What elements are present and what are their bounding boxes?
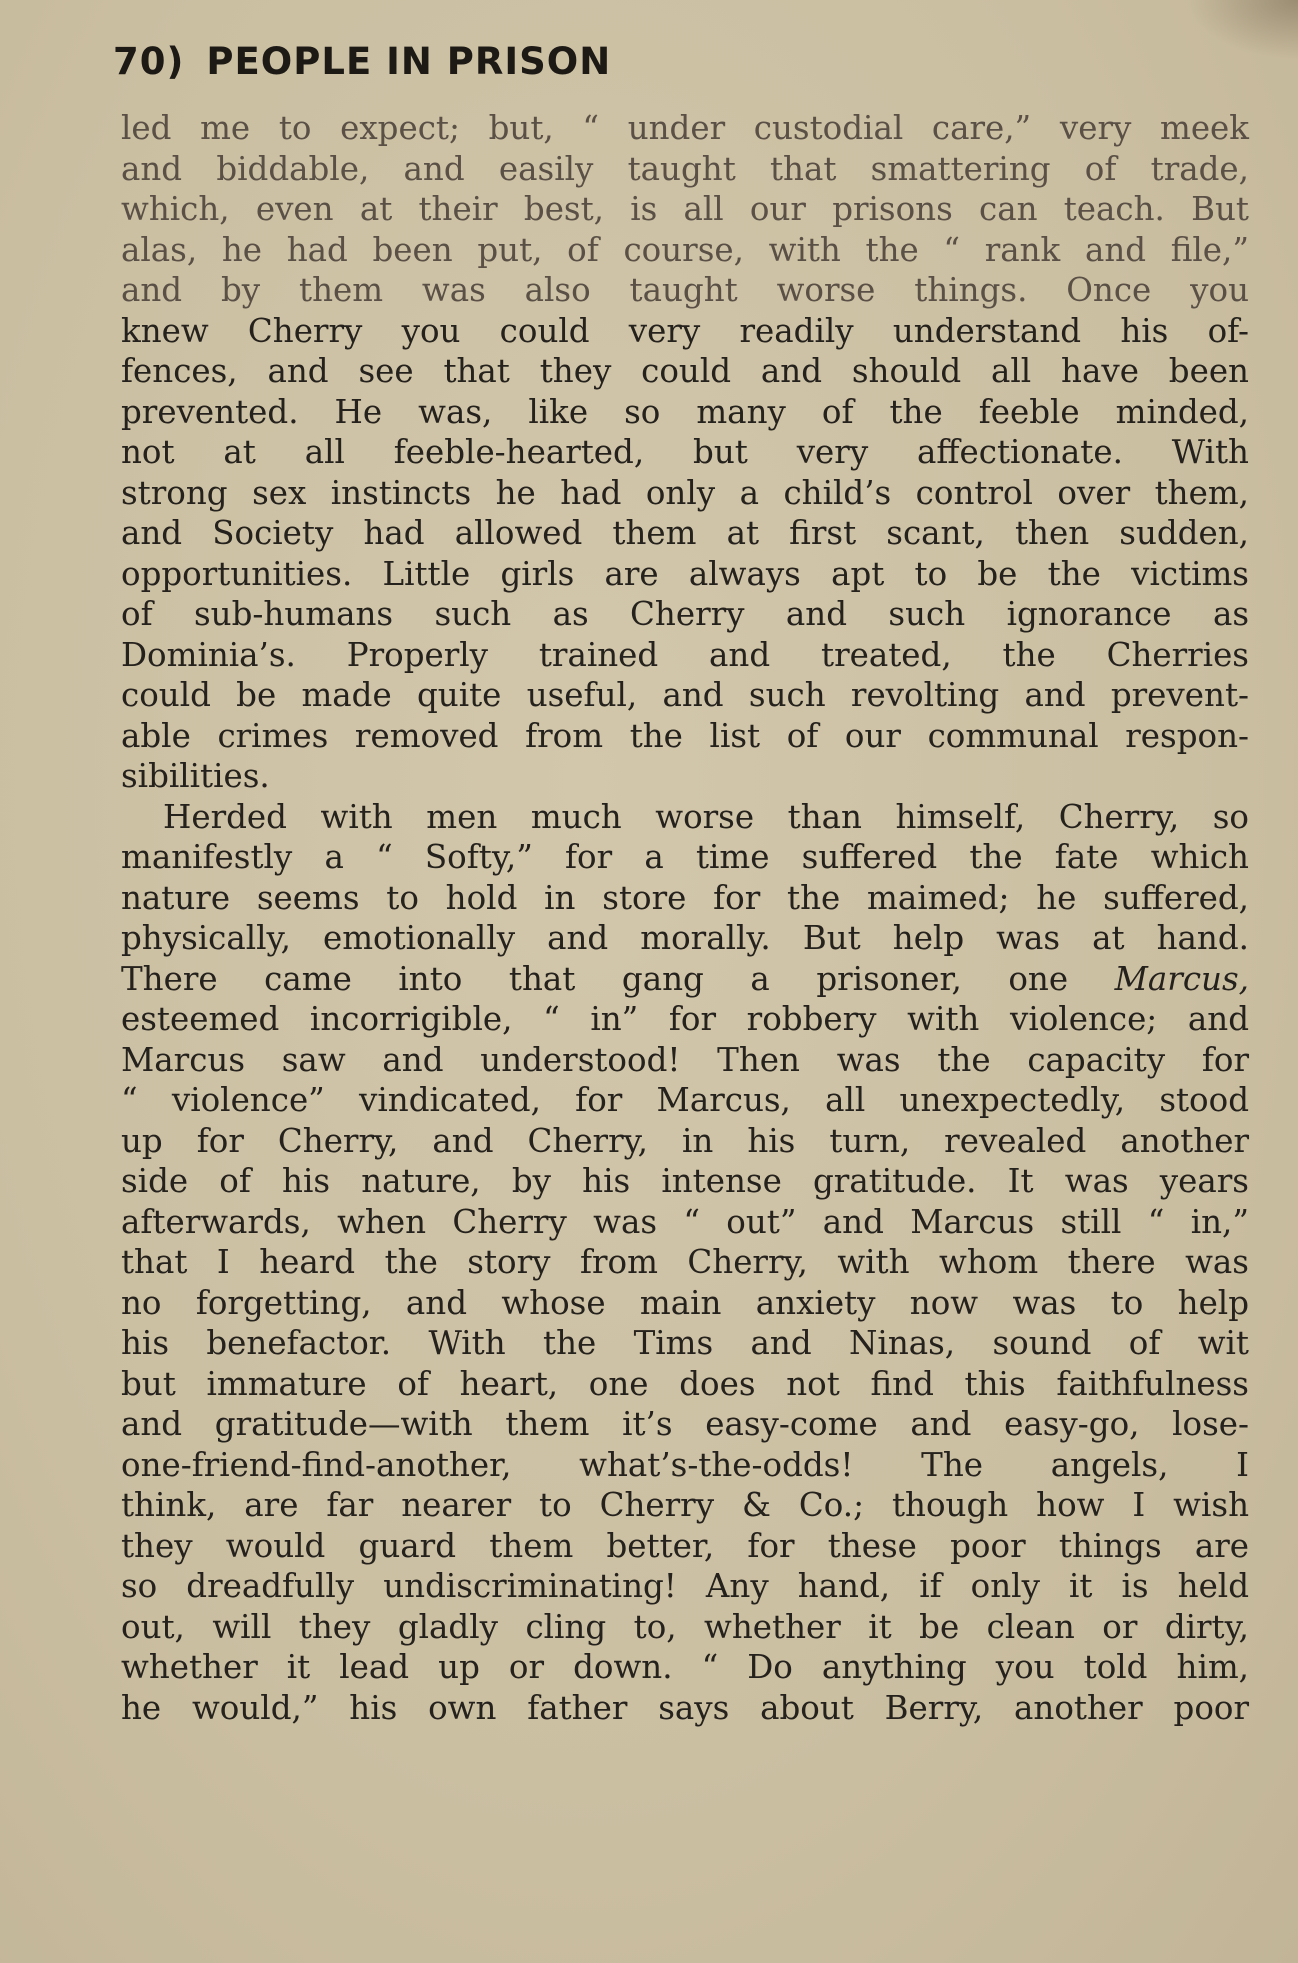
text-line: and Society had allowed them at first scant, then sudden,: [121, 514, 1249, 552]
text-line: could be made quite useful, and such revolting and prevent-: [121, 676, 1249, 714]
text-line: not at all feeble-hearted, but very affectionate. With: [121, 433, 1249, 471]
text-line: and gratitude—with them it’s easy-come and easy-go, lose-: [121, 1405, 1249, 1443]
text-line: prevented. He was, like so many of the feeble minded,: [121, 392, 1249, 431]
text-line: one-friend-find-another, what’s-the-odds! The angels, I: [121, 1445, 1249, 1484]
text-line: out, will they gladly cling to, whether it be clean or dirty,: [121, 1607, 1249, 1646]
text-line: able crimes removed from the list of our communal respon-: [121, 716, 1249, 755]
text-line: sibilities.: [121, 757, 270, 795]
text-line: nature seems to hold in store for the maimed; he suffered,: [121, 878, 1249, 917]
text-line: up for Cherry, and Cherry, in his turn, revealed another: [121, 1121, 1249, 1160]
text-line: opportunities. Little girls are always apt to be the victims: [121, 554, 1249, 593]
text-line: his benefactor. With the Tims and Ninas, sound of wit: [121, 1324, 1249, 1362]
text-line-with-italic: [121, 959, 1249, 1000]
page-corner-shadow: [1188, 0, 1298, 60]
text-line: manifestly a “ Softy,” for a time suffered the fate which: [121, 838, 1249, 876]
chapter-title: PEOPLE IN PRISON: [206, 40, 612, 83]
text-line: think, are far nearer to Cherry & Co.; though how I wish: [121, 1486, 1249, 1524]
running-head: [113, 40, 611, 83]
text-line: alas, he had been put, of course, with the “ rank and file,”: [121, 230, 1249, 269]
page-number: 70): [113, 40, 185, 83]
text-line: so dreadfully undiscriminating! Any hand, if only it is held: [121, 1567, 1249, 1605]
text-line-part: There came into that gang a prisoner, one: [121, 959, 1069, 998]
text-line: knew Cherry you could very readily understand his of-: [121, 311, 1249, 350]
text-line: which, even at their best, is all our prisons can teach. But: [121, 190, 1249, 228]
text-line: afterwards, when Cherry was “ out” and Marcus still “ in,”: [121, 1202, 1249, 1241]
text-line: led me to expect; but, “ under custodial care,” very meek: [121, 109, 1249, 147]
text-line: he would,” his own father says about Berry, another poor: [121, 1688, 1249, 1727]
text-line: esteemed incorrigible, “ in” for robbery with violence; and: [121, 1000, 1249, 1038]
text-line: strong sex instincts he had only a child’s control over them,: [121, 473, 1249, 512]
text-line: Marcus saw and understood! Then was the capacity for: [121, 1040, 1249, 1079]
text-line: and by them was also taught worse things. Once you: [121, 271, 1249, 309]
text-line: whether it lead up or down. “ Do anything you told him,: [121, 1648, 1249, 1686]
italic-name-marcus: Marcus,: [1114, 959, 1249, 998]
text-line: and biddable, and easily taught that smattering of trade,: [121, 149, 1249, 188]
text-line: but immature of heart, one does not find this faithfulness: [121, 1364, 1249, 1403]
text-line: they would guard them better, for these poor things are: [121, 1526, 1249, 1565]
text-line: side of his nature, by his intense gratitude. It was years: [121, 1162, 1249, 1200]
text-line: that I heard the story from Cherry, with whom there was: [121, 1243, 1249, 1281]
paragraph-start-line: Herded with men much worse than himself, Cherry, so: [163, 797, 1249, 836]
text-line: Dominia’s. Properly trained and treated, the Cherries: [121, 635, 1249, 674]
text-line: no forgetting, and whose main anxiety now was to help: [121, 1283, 1249, 1322]
body-text: [121, 108, 1249, 1728]
text-line: of sub-humans such as Cherry and such ignorance as: [121, 595, 1249, 633]
text-line: fences, and see that they could and should all have been: [121, 352, 1249, 390]
text-line: “ violence” vindicated, for Marcus, all unexpectedly, stood: [121, 1081, 1249, 1119]
text-line: physically, emotionally and morally. But help was at hand.: [121, 919, 1249, 957]
